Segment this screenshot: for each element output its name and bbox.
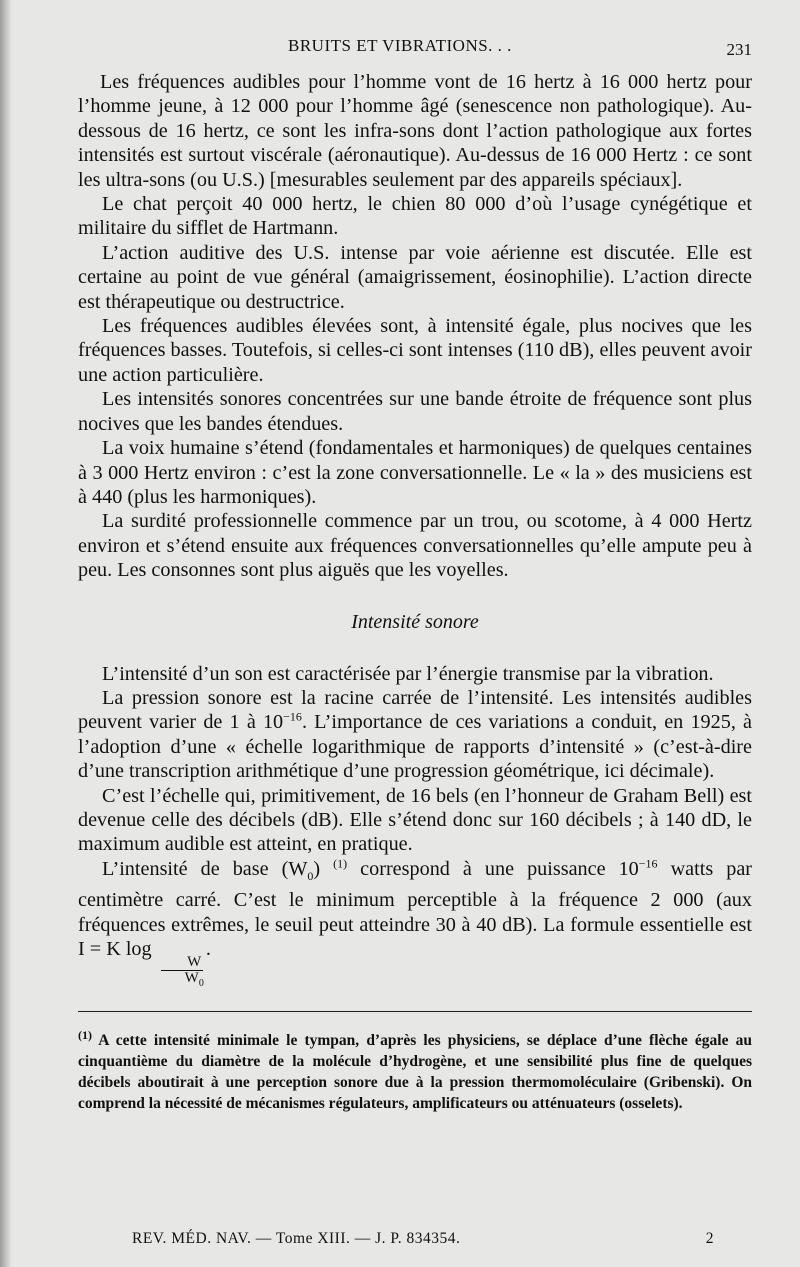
sheet-number: 2 bbox=[705, 1230, 714, 1247]
paragraph-base-intensity bbox=[78, 857, 752, 991]
paragraph-pressure bbox=[78, 686, 752, 784]
denominator-symbol: W bbox=[184, 970, 199, 987]
text-run: ) bbox=[313, 857, 334, 880]
paragraph: Le chat perçoit 40 000 hertz, le chien 80 000 d’où l’usage cynégétique et militaire du sifflet de Hartmann. bbox=[78, 193, 752, 240]
footnote bbox=[78, 1027, 752, 1114]
paragraph: L’intensité d’un son est caractérisée par l’énergie transmise par la vibration. bbox=[102, 662, 714, 685]
paragraph: La voix humaine s’étend (fondamentales et harmoniques) de quelques centaines à 3 000 Hertz environ : c’est la zone conversationnelle. Le « la » des musiciens est à 440 (plus les harmoniques). bbox=[78, 437, 752, 508]
footnote-reference: (1) bbox=[333, 856, 348, 871]
text-run: correspond à une puissance 10 bbox=[347, 857, 639, 880]
footnote-text: A cette intensité minimale le tympan, d’après les physiciens, se déplace d’une flèche égale au cinquantième du diamètre de la molécule d’hydrogène, et une sensibilité plus fine de quelques décibels aboutirait à une perception sonore due à la pression thermomoléculaire (Gribenski). On comprend la nécessité de mécanismes régulateurs, amplificateurs ou atténuateurs (osselets). bbox=[78, 1032, 752, 1113]
footnote-marker: (1) bbox=[78, 1027, 92, 1042]
body-text bbox=[78, 70, 752, 991]
section-title: Intensité sonore bbox=[351, 610, 479, 633]
exponent: −16 bbox=[283, 709, 302, 724]
page-footer bbox=[132, 1230, 714, 1248]
text-run: La pression sonore est la racine carrée de l’intensité. Les intensités audibles peuvent varier de 1 à 10 bbox=[78, 686, 752, 734]
running-head bbox=[78, 0, 752, 70]
footnote-divider bbox=[78, 1011, 752, 1012]
denominator-subscript: 0 bbox=[198, 978, 204, 990]
paragraph: Les fréquences audibles pour l’homme vont de 16 hertz à 16 000 hertz pour l’homme jeune, à 12 000 pour l’homme âgé (senescence non pathologique). Au-dessous de 16 hertz, ce sont les infra-sons dont l’action pathologique aux fortes intensités est surtout viscérale (aéronautique). Au-dessus de 16 000 Hertz : ce sont les ultra-sons (ou U.S.) [mesurables seulement par des appareils spéciaux]. bbox=[78, 71, 752, 191]
paragraph: Les intensités sonores concentrées sur une bande étroite de fréquence sont plus nocives que les bandes étendues. bbox=[78, 388, 752, 435]
text-run: L’intensité de base (W bbox=[102, 857, 308, 880]
fraction-numerator: W bbox=[161, 955, 203, 971]
paragraph: La surdité professionnelle commence par un trou, ou scotome, à 4 000 Hertz environ et s’étend ensuite aux fréquences conversationnelles qu’elle ampute peu à peu. Les consonnes sont plus aiguës que les voyelles. bbox=[78, 510, 752, 582]
exponent: −16 bbox=[638, 856, 658, 871]
fraction-denominator bbox=[159, 971, 206, 991]
text-run: watts par centimètre carré. C’est le minimum perceptible à la fréquence 2 000 (aux fréquences extrêmes, le seuil peut atteindre 30 à 40 dB). La formule essentielle est I = K log bbox=[78, 857, 753, 961]
text-run: . bbox=[205, 938, 211, 961]
page-number: 231 bbox=[726, 40, 752, 59]
paragraph: C’est l’échelle qui, primitivement, de 16 bels (en l’honneur de Graham Bell) est devenue celle des décibels (dB). Elle s’étend donc sur 160 décibels ; à 140 dD, le maximum audible est atteint, en pratique. bbox=[78, 784, 752, 856]
paragraph: Les fréquences audibles élevées sont, à intensité égale, plus nocives que les fréquences basses. Toutefois, si celles-ci sont intenses (110 dB), elles peuvent avoir une action particulière. bbox=[78, 315, 752, 386]
journal-citation: REV. MÉD. NAV. — Tome XIII. — J. P. 834354. bbox=[132, 1230, 461, 1247]
subscript: 0 bbox=[307, 868, 314, 883]
running-head-title: BRUITS ET VIBRATIONS. . . bbox=[288, 36, 512, 55]
paragraph: L’action auditive des U.S. intense par voie aérienne est discutée. Elle est certaine au point de vue général (amaigrissement, éosinophilie). L’action directe est thérapeutique ou destructrice. bbox=[78, 241, 752, 313]
text-run: . L’importance de ces variations a conduit, en 1925, à l’adoption d’une « échelle logarithmique de rapports d’intensité » (c’est-à-dire d’une transcription arithmétique d’une progression géométrique, ici décimale). bbox=[78, 711, 752, 783]
formula-fraction bbox=[159, 955, 206, 991]
